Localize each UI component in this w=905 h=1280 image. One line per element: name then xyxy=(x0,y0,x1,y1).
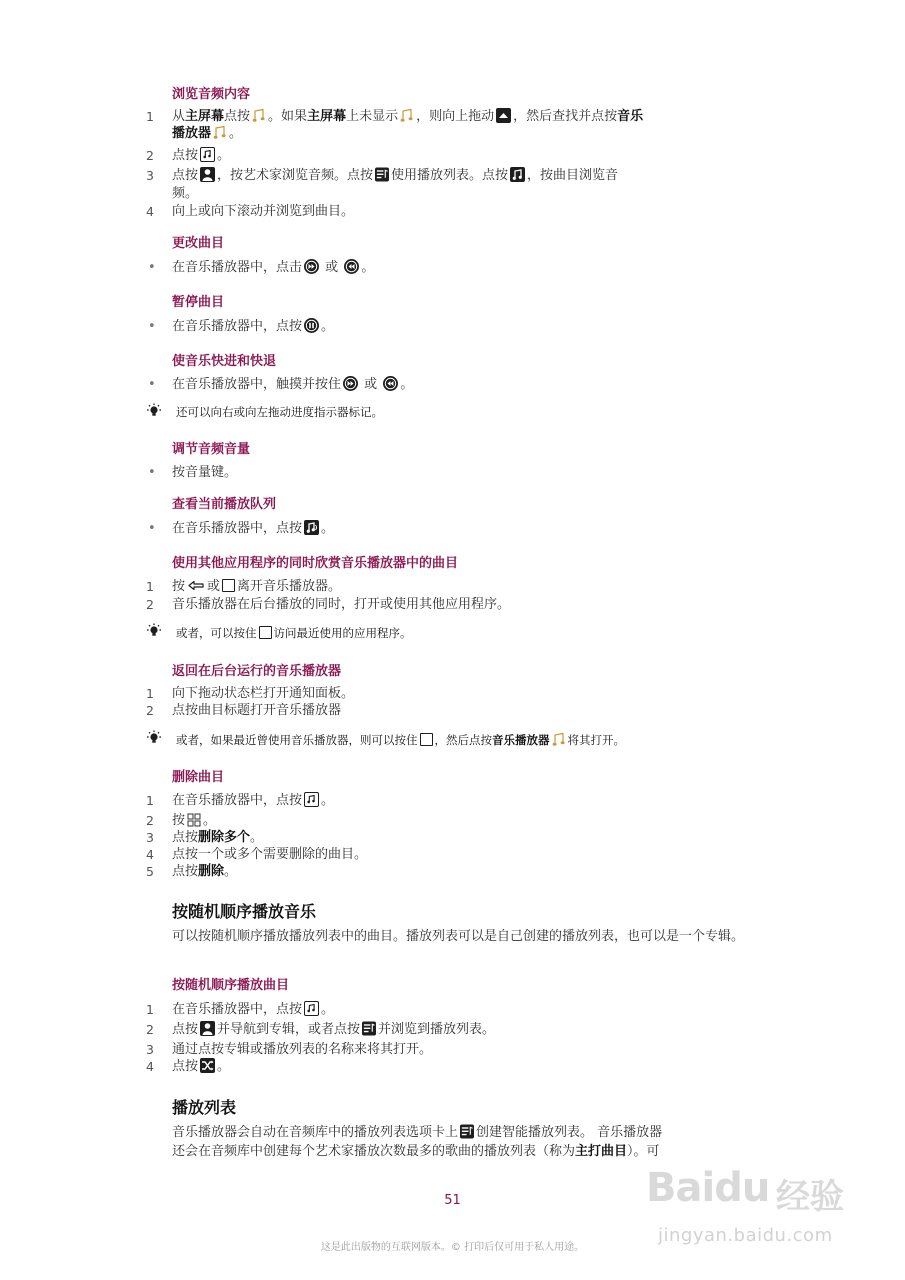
menu-icon xyxy=(187,812,201,827)
step-row: 4 点按 。 xyxy=(146,1059,231,1074)
music-note-icon xyxy=(252,108,266,123)
step-text: 点按 。 xyxy=(172,148,231,163)
track-icon xyxy=(510,167,525,182)
home-icon xyxy=(222,579,235,592)
watermark-logo: Baidu xyxy=(646,1165,770,1211)
baidu-watermark xyxy=(640,1155,900,1265)
bullet: • xyxy=(148,260,156,275)
section-heading-shuffle: 按随机顺序播放音乐 xyxy=(172,902,317,921)
paragraph-line: 音乐播放器会自动在音频库中的播放列表选项卡上 创建智能播放列表。 音乐播放器 xyxy=(172,1125,663,1140)
bullet-row: • 在音乐播放器中，点按 。 xyxy=(148,521,335,536)
tip-text: 或者，可以按住 访问最近使用的应用程序。 xyxy=(176,626,412,640)
step-number: 2 xyxy=(146,148,154,163)
track-icon xyxy=(200,147,215,162)
step-text: 从主屏幕点按 。如果主屏幕上未显示 ，则向上拖动 ，然后查找并点按音乐 xyxy=(172,109,644,124)
step-row: 3 点按删除多个。 xyxy=(146,830,264,845)
step-number: 1 xyxy=(146,109,154,124)
artist-icon xyxy=(200,1021,215,1036)
bullet-row: • 在音乐播放器中，点击 或 。 xyxy=(148,260,375,275)
step-row: 5 点按删除。 xyxy=(146,864,238,879)
lightbulb-icon xyxy=(146,403,162,419)
step-row: 1 向下拖动状态栏打开通知面板。 xyxy=(146,686,355,701)
step-number: 4 xyxy=(146,204,154,219)
step-row xyxy=(0,167,905,184)
pause-icon xyxy=(304,318,319,333)
section-heading-background: 使用其他应用程序的同时欣赏音乐播放器中的曲目 xyxy=(172,556,459,571)
step-number: 3 xyxy=(146,168,154,183)
section-heading-change: 更改曲目 xyxy=(172,236,225,251)
step-row xyxy=(0,147,905,164)
home-icon xyxy=(420,733,433,746)
music-player-icon xyxy=(552,732,566,747)
playlist-icon xyxy=(375,167,389,182)
page-number: 51 xyxy=(444,1193,461,1208)
back-icon xyxy=(187,578,205,593)
step-row: 2 点按曲目标题打开音乐播放器 xyxy=(146,703,342,718)
section-heading-ffrw: 使音乐快进和快退 xyxy=(172,354,277,369)
section-heading-queue: 查看当前播放队列 xyxy=(172,497,277,512)
tip-text: 或者，如果最近曾使用音乐播放器，则可以按住 ，然后点按音乐播放器 将其打开。 xyxy=(176,733,625,747)
music-player-icon xyxy=(304,1001,319,1016)
tip-text: 还可以向右或向左拖动进度指示器标记。 xyxy=(176,405,383,419)
next-icon xyxy=(343,376,358,391)
next-icon xyxy=(304,259,319,274)
bullet-row: • 在音乐播放器中，触摸并按住 或 。 xyxy=(148,377,414,392)
playlist-icon xyxy=(362,1021,376,1036)
step-text: 向上或向下滚动并浏览到曲目。 xyxy=(172,204,355,219)
previous-icon xyxy=(344,259,359,274)
step-row xyxy=(0,203,905,220)
step-row-continued: 播放器 。 xyxy=(172,126,243,141)
step-row: 3 通过点按专辑或播放列表的名称来将其打开。 xyxy=(146,1042,433,1057)
paragraph: 可以按随机顺序播放播放列表中的曲目。播放列表可以是自己创建的播放列表，也可以是一个专辑。 xyxy=(172,929,745,944)
playlist-icon xyxy=(460,1124,474,1139)
section-heading-volume: 调节音频音量 xyxy=(172,442,251,457)
watermark-cn: 经验 xyxy=(776,1177,844,1217)
subsection-heading-shuffle: 按随机顺序播放曲目 xyxy=(172,978,290,993)
step-row: 1 按 或 离开音乐播放器。 xyxy=(146,579,342,594)
queue-icon xyxy=(304,520,319,535)
step-row: 2 点按 并导航到专辑，或者点按 并浏览到播放列表。 xyxy=(146,1022,496,1037)
bullet-row: • 按音量键。 xyxy=(148,465,238,480)
previous-icon xyxy=(383,376,398,391)
step-text: 点按 ，按艺术家浏览音频。点按 使用播放列表。点按 ，按曲目浏览音 xyxy=(172,168,619,183)
step-row-continued: 频。 xyxy=(172,186,199,201)
watermark-url: jingyan.baidu.com xyxy=(658,1225,833,1246)
step-row: 4 点按一个或多个需要删除的曲目。 xyxy=(146,847,368,862)
bullet-row: • 在音乐播放器中，点按 。 xyxy=(148,319,335,334)
section-heading-pause: 暂停曲目 xyxy=(172,295,225,310)
step-row: 2 按 。 xyxy=(146,813,217,828)
section-heading-delete: 删除曲目 xyxy=(172,770,225,785)
step-row: 1 在音乐播放器中，点按 。 xyxy=(146,1002,335,1017)
section-heading-return: 返回在后台运行的音乐播放器 xyxy=(172,664,342,679)
home-icon xyxy=(259,626,272,639)
music-player-icon xyxy=(213,125,227,140)
step-row xyxy=(0,108,905,125)
paragraph-line: 还会在音频库中创建每个艺术家播放次数最多的歌曲的播放列表（称为主打曲目）。可 xyxy=(172,1144,660,1159)
lightbulb-icon xyxy=(146,623,162,639)
step-row: 1 在音乐播放器中，点按 。 xyxy=(146,793,335,808)
section-heading-browse: 浏览音频内容 xyxy=(172,87,251,102)
shuffle-icon xyxy=(200,1058,215,1073)
music-note-icon xyxy=(400,108,414,123)
section-heading-playlists: 播放列表 xyxy=(172,1098,237,1117)
footer-note: 这是此出版物的互联网版本。© 打印后仅可用于私人用途。 xyxy=(320,1242,585,1253)
music-player-icon xyxy=(304,792,319,807)
step-row: 2 音乐播放器在后台播放的同时，打开或使用其他应用程序。 xyxy=(146,597,511,612)
arrow-up-icon xyxy=(496,108,511,123)
lightbulb-icon xyxy=(146,730,162,746)
artist-icon xyxy=(200,167,215,182)
